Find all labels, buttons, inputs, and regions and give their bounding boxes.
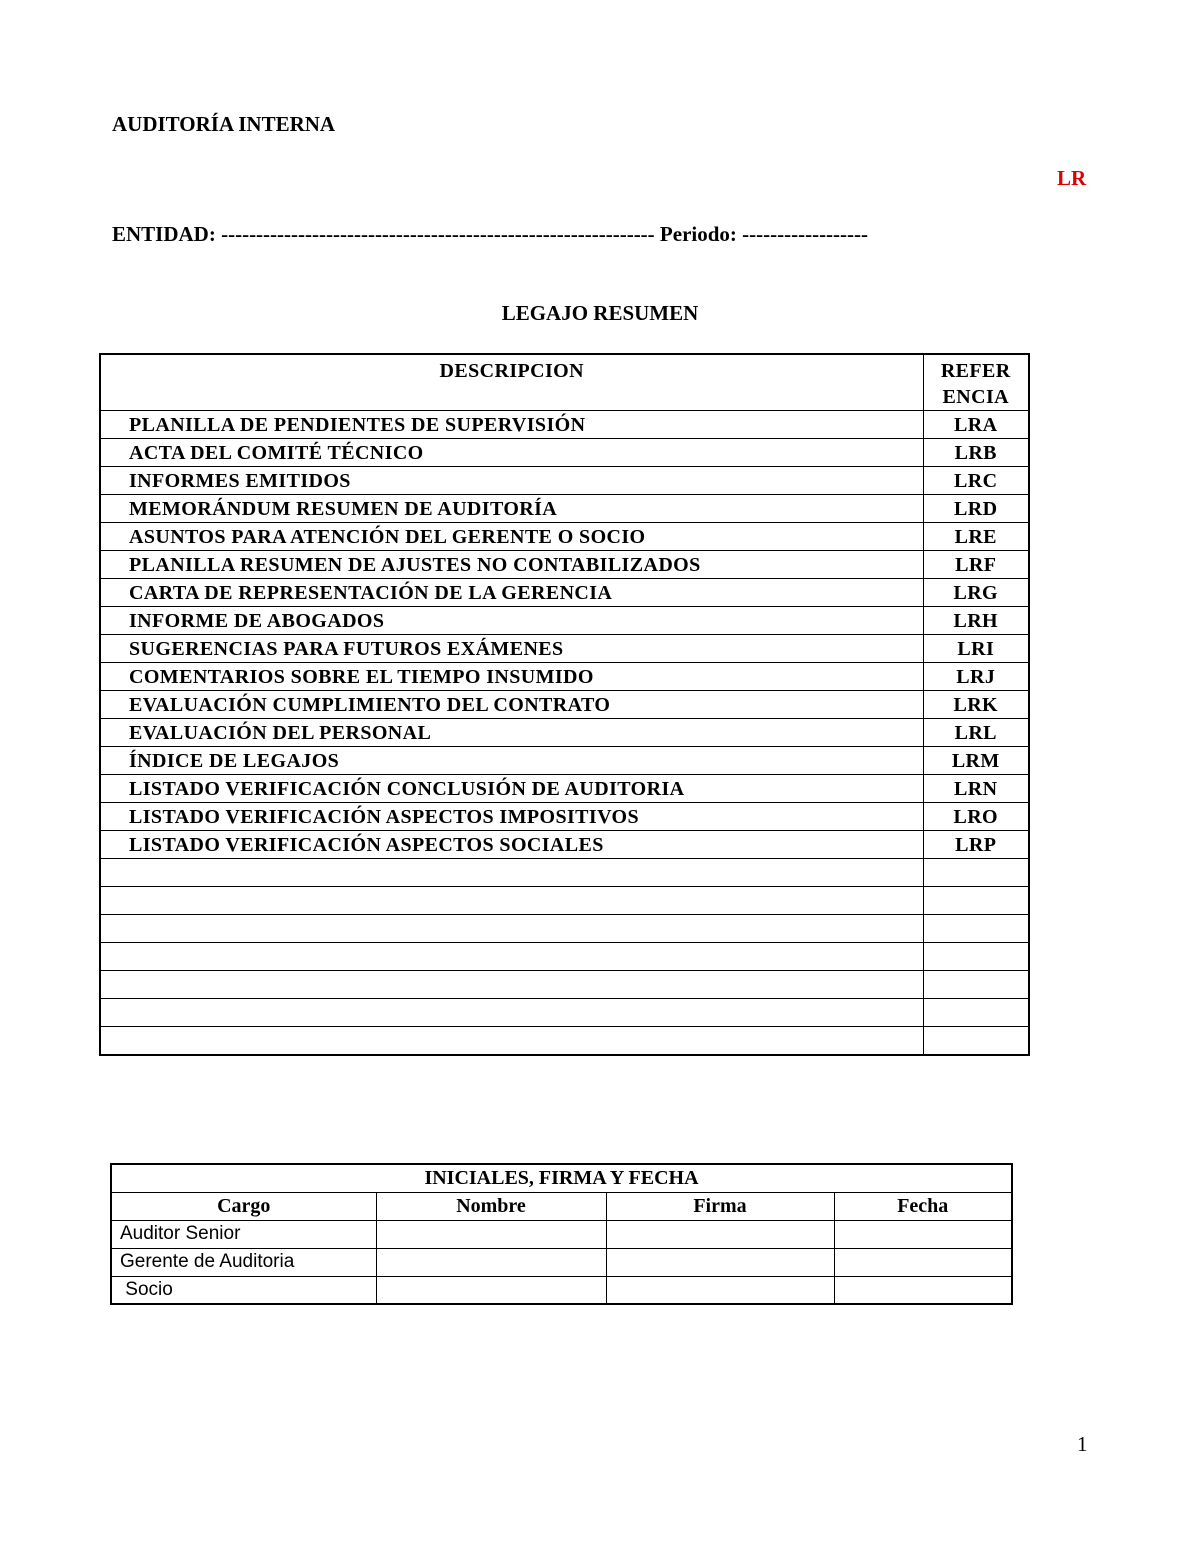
reference-cell: LRL [923,719,1029,747]
description-cell: ASUNTOS PARA ATENCIÓN DEL GERENTE O SOCIO [100,523,923,551]
reference-cell: LRN [923,775,1029,803]
column-header-reference-line1: REFER [940,360,1011,382]
description-cell: PLANILLA DE PENDIENTES DE SUPERVISIÓN [100,411,923,439]
reference-cell: LRG [923,579,1029,607]
name-cell[interactable] [376,1248,606,1276]
signature-row [111,1276,1012,1304]
description-cell: LISTADO VERIFICACIÓN ASPECTOS IMPOSITIVOS [100,803,923,831]
description-cell: PLANILLA RESUMEN DE AJUSTES NO CONTABILIZADOS [100,551,923,579]
reference-cell: LRJ [923,663,1029,691]
name-cell[interactable] [376,1220,606,1248]
table-row [100,467,1029,495]
blank-table-row [100,887,1029,915]
blank-description-cell[interactable] [100,887,923,915]
description-cell: EVALUACIÓN CUMPLIMIENTO DEL CONTRATO [100,691,923,719]
entity-period-line: ENTIDAD: -------------------------------------------------------------- Periodo: ------------------ [112,222,869,246]
reference-cell: LRO [923,803,1029,831]
table-row [100,719,1029,747]
reference-cell: LRK [923,691,1029,719]
table-row [100,523,1029,551]
blank-description-cell[interactable] [100,943,923,971]
blank-reference-cell[interactable] [923,887,1029,915]
table-row [100,747,1029,775]
blank-reference-cell[interactable] [923,915,1029,943]
description-cell: EVALUACIÓN DEL PERSONAL [100,719,923,747]
description-cell: ÍNDICE DE LEGAJOS [100,747,923,775]
table-row [100,439,1029,467]
description-cell: LISTADO VERIFICACIÓN ASPECTOS SOCIALES [100,831,923,859]
blank-reference-cell[interactable] [923,999,1029,1027]
document-code: LR [1057,166,1087,190]
reference-cell: LRF [923,551,1029,579]
column-header-fecha: Fecha [834,1192,1012,1220]
role-cell: Auditor Senior [111,1220,376,1248]
description-cell: COMENTARIOS SOBRE EL TIEMPO INSUMIDO [100,663,923,691]
table-row [100,551,1029,579]
blank-reference-cell[interactable] [923,943,1029,971]
blank-table-row [100,859,1029,887]
signature-row [111,1248,1012,1276]
reference-cell: LRB [923,439,1029,467]
blank-table-row [100,999,1029,1027]
role-cell: Gerente de Auditoria [111,1248,376,1276]
blank-description-cell[interactable] [100,971,923,999]
description-cell: SUGERENCIAS PARA FUTUROS EXÁMENES [100,635,923,663]
reference-cell: LRM [923,747,1029,775]
page-number: 1 [1077,1432,1088,1456]
blank-table-row [100,1027,1029,1055]
reference-cell: LRC [923,467,1029,495]
blank-table-row [100,915,1029,943]
blank-description-cell[interactable] [100,915,923,943]
column-header-reference [923,354,1029,411]
table-row [100,831,1029,859]
signature-row [111,1220,1012,1248]
column-header-reference-line2: ENCIA [942,386,1009,408]
table-row [100,579,1029,607]
reference-cell: LRH [923,607,1029,635]
description-cell: LISTADO VERIFICACIÓN CONCLUSIÓN DE AUDITORIA [100,775,923,803]
signature-table-title: INICIALES, FIRMA Y FECHA [111,1164,1012,1192]
date-cell[interactable] [834,1248,1012,1276]
table-row [100,663,1029,691]
blank-reference-cell[interactable] [923,1027,1029,1055]
summary-file-table [99,353,1030,1056]
table-row [100,607,1029,635]
summary-table-body [100,411,1029,1055]
signature-table [110,1163,1013,1305]
blank-description-cell[interactable] [100,859,923,887]
reference-cell: LRD [923,495,1029,523]
table-header-row [100,354,1029,411]
blank-reference-cell[interactable] [923,859,1029,887]
table-row [100,495,1029,523]
date-cell[interactable] [834,1220,1012,1248]
reference-cell: LRI [923,635,1029,663]
blank-description-cell[interactable] [100,1027,923,1055]
description-cell: MEMORÁNDUM RESUMEN DE AUDITORÍA [100,495,923,523]
column-header-description: DESCRIPCION [100,354,923,411]
document-title: AUDITORÍA INTERNA [112,112,336,136]
role-cell: Socio [111,1276,376,1304]
signature-cell[interactable] [606,1220,834,1248]
table-row [100,691,1029,719]
section-title: LEGAJO RESUMEN [501,301,699,325]
column-header-firma: Firma [606,1192,834,1220]
column-header-nombre: Nombre [376,1192,606,1220]
blank-reference-cell[interactable] [923,971,1029,999]
description-cell: ACTA DEL COMITÉ TÉCNICO [100,439,923,467]
table-row [100,803,1029,831]
reference-cell: LRA [923,411,1029,439]
table-row [100,411,1029,439]
signature-title-row [111,1164,1012,1192]
blank-table-row [100,943,1029,971]
signature-cell[interactable] [606,1276,834,1304]
signature-header-row [111,1192,1012,1220]
table-row [100,635,1029,663]
blank-description-cell[interactable] [100,999,923,1027]
description-cell: CARTA DE REPRESENTACIÓN DE LA GERENCIA [100,579,923,607]
reference-cell: LRP [923,831,1029,859]
description-cell: INFORME DE ABOGADOS [100,607,923,635]
date-cell[interactable] [834,1276,1012,1304]
column-header-cargo: Cargo [111,1192,376,1220]
description-cell: INFORMES EMITIDOS [100,467,923,495]
blank-table-row [100,971,1029,999]
table-row [100,775,1029,803]
name-cell[interactable] [376,1276,606,1304]
signature-cell[interactable] [606,1248,834,1276]
reference-cell: LRE [923,523,1029,551]
